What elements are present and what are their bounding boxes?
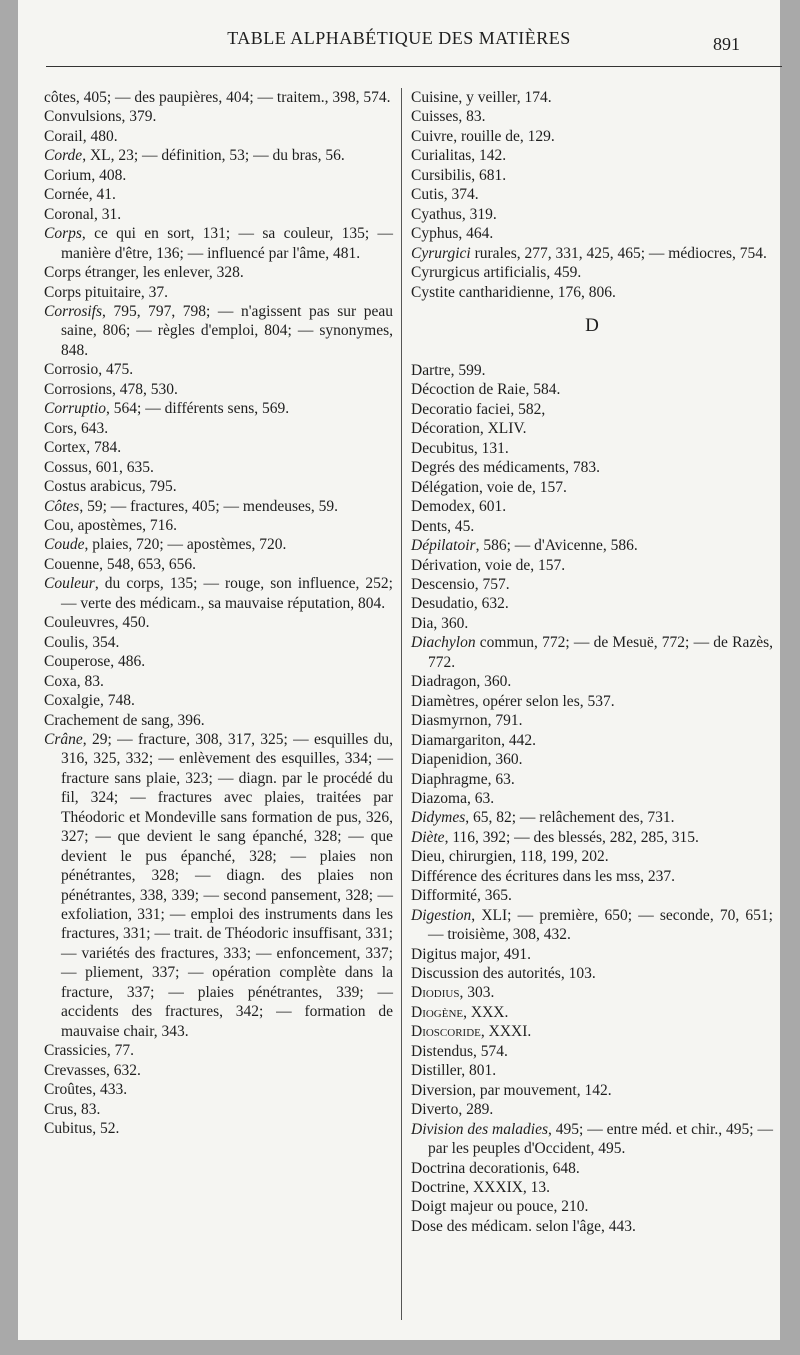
entry-term: Dieu <box>411 848 442 866</box>
entry-term: Cyrurgici <box>411 244 471 262</box>
entry-term: Corruptio <box>44 400 107 418</box>
index-entry <box>44 146 393 165</box>
entry-references: , 801. <box>461 1062 497 1080</box>
index-entry <box>44 672 393 691</box>
index-entry <box>411 672 773 691</box>
index-entry <box>411 1159 773 1178</box>
index-entry <box>44 516 393 535</box>
entry-references: , 795. <box>141 478 177 496</box>
entry-references: , 464. <box>458 225 494 243</box>
index-entry <box>411 107 773 126</box>
index-entry <box>44 555 393 574</box>
entry-term: Diapenidion <box>411 751 488 769</box>
right-column-bottom <box>411 361 773 1236</box>
entry-references: , XLI; — première, 650; — seconde, 70, 651; — troisième, 308, 432. <box>428 906 773 944</box>
entry-references: , 63. <box>466 789 495 807</box>
entry-term: Cuisine <box>411 89 459 106</box>
entry-references: , 574. <box>473 1042 508 1060</box>
index-entry <box>411 1022 773 1041</box>
entry-term: Cyathus <box>411 205 462 223</box>
entry-term: Digestion <box>411 906 472 924</box>
index-entry <box>411 1197 773 1216</box>
entry-references: , 450. <box>114 614 150 632</box>
entry-references: , 360. <box>433 614 469 632</box>
index-entry <box>411 614 773 633</box>
entry-term: Différence des écritures dans les mss <box>411 867 641 885</box>
column-divider <box>401 88 402 1320</box>
entry-term: Diadragon <box>411 673 477 691</box>
entry-references: , 303. <box>459 984 495 1002</box>
index-entry <box>411 205 773 224</box>
entry-term: Délégation <box>411 478 480 496</box>
index-entry <box>411 789 773 808</box>
entry-term: Coxa <box>44 672 77 690</box>
entry-references: , 599. <box>450 361 486 379</box>
index-entry <box>44 127 393 146</box>
index-entry <box>44 1041 393 1060</box>
entry-references: , 29; — fracture, 308, 317, 325; — esquilles du, 316, 325, 332; — enlèvement des esquilles, 334; — fracture sans plaie, 323; — diagn. par le procédé du fil, 324; — fractures avec plaies, traitées par Théodoric et Mondeville sans formation de pus, 326, 327; — que devient le sang épanché, 328; — que devient le pus épanché, 328; — plaies non pénétrantes, 328; — diagn. des plaies non pénétrantes, 338, 339; — second pansement, 328; — exfoliation, 331; — emploi des instruments dans les fractures, 331; — trait. de Théodoric insuffisant, 331; — variétés des fractures, 333; — enfoncement, 337; — pliement, 337; — opération complète dans la fracture, 337; — plaies pénétrantes, 339; — accidents des fractures, 342; — formation de mauvaise chair, 343. <box>61 730 393 1040</box>
entry-references: , du corps, 135; — rouge, son influence, 252; — verte des médicam., sa mauvaise réputation, 804. <box>61 575 393 612</box>
entry-references: , 37. <box>140 283 168 301</box>
index-entry <box>411 964 773 983</box>
entry-references: , 433. <box>92 1081 128 1099</box>
entry-term: Doigt majeur ou pouce <box>411 1198 554 1216</box>
index-entry <box>411 906 773 945</box>
entry-references: , 442. <box>501 731 536 749</box>
entry-term: Coulis <box>44 633 85 651</box>
entry-term: Cou <box>44 516 70 534</box>
index-entry <box>411 497 773 516</box>
index-entry <box>44 224 393 263</box>
entry-term: Coude <box>44 536 85 554</box>
entry-term: Difformité <box>411 887 478 905</box>
entry-references: , 45. <box>447 517 475 535</box>
index-entry <box>411 886 773 905</box>
entry-references: , 360. <box>487 751 523 769</box>
entry-references: , 643. <box>73 419 109 437</box>
index-entry <box>411 633 773 672</box>
entry-term: Dents <box>411 517 448 535</box>
index-entry <box>44 263 393 282</box>
entry-term: Croûtes <box>44 1081 93 1099</box>
entry-references: , 319. <box>461 205 497 223</box>
entry-references: , 548, 653, 656. <box>99 555 196 573</box>
entry-references: , plaies, 720; — apostèmes, 720. <box>84 536 287 554</box>
entry-references: , 582, <box>510 400 546 418</box>
index-entry <box>411 400 773 419</box>
entry-references: , 131. <box>473 439 509 457</box>
entry-references: , 586; — d'Avicenne, 586. <box>475 537 638 555</box>
entry-references: , 459. <box>546 264 582 282</box>
entry-references: , XXX. <box>463 1003 509 1021</box>
index-entry <box>411 1081 773 1100</box>
entry-term: Décoction de Raie <box>411 381 526 399</box>
page-number: 891 <box>713 34 740 54</box>
entry-term: Cystite cantharidienne <box>411 283 551 301</box>
entry-term: Cornée <box>44 186 89 204</box>
entry-term: Diète <box>411 828 445 846</box>
index-entry <box>411 263 773 282</box>
index-entry <box>44 633 393 652</box>
entry-term: Diachylon <box>411 634 476 652</box>
index-entry <box>411 88 773 107</box>
index-entry <box>44 458 393 477</box>
entry-term: Dérivation <box>411 556 478 574</box>
entry-references: , 795, 797, 798; — n'agissent pas sur peau saine, 806; — règles d'emploi, 804; — synonymes, 848. <box>61 302 393 359</box>
entry-references: , 491. <box>496 945 531 963</box>
entry-references: , 31. <box>93 205 122 223</box>
entry-term: Décoration <box>411 420 480 438</box>
entry-term: Dia <box>411 614 434 632</box>
index-entry <box>411 1061 773 1080</box>
index-entry <box>411 517 773 536</box>
entry-references: , 83. <box>73 1100 101 1118</box>
index-entry <box>411 692 773 711</box>
entry-term: Costus arabicus <box>44 478 142 496</box>
index-entry <box>44 185 393 204</box>
index-entry <box>44 166 393 185</box>
entry-references: , 584. <box>525 381 561 399</box>
index-entry <box>411 185 773 204</box>
index-entry <box>411 283 773 302</box>
entry-references: , 77. <box>106 1042 134 1060</box>
entry-term: Cursibilis <box>411 166 472 184</box>
entry-term: Diamargariton <box>411 731 502 749</box>
entry-term: Crassicies <box>44 1042 107 1060</box>
entry-references: , 83. <box>76 672 104 690</box>
entry-references: , 632. <box>106 1061 141 1079</box>
index-entry <box>411 166 773 185</box>
entry-references: , rouille de, 129. <box>453 127 555 145</box>
entry-references: , XXXI. <box>480 1023 532 1041</box>
entry-term: Corde <box>44 147 83 165</box>
entry-references: , 648. <box>544 1159 580 1177</box>
entry-references: , 632. <box>473 595 509 613</box>
entry-references: , 601, 635. <box>87 458 154 476</box>
index-entry <box>44 652 393 671</box>
index-entry <box>44 205 393 224</box>
index-entry <box>411 983 773 1002</box>
entry-references: , 237. <box>640 867 675 885</box>
entry-references: , 65, 82; — relâchement des, 731. <box>465 809 675 827</box>
entry-references: , 495; — entre méd. et chir., 495; — par les peuples d'Occident, 495. <box>428 1120 773 1158</box>
entry-term: Didymes <box>411 809 466 827</box>
entry-term: Corrosions <box>44 380 113 398</box>
entry-term: Diverto <box>411 1101 459 1119</box>
entry-term: Coronal <box>44 205 94 223</box>
entry-references: , 365. <box>477 887 512 905</box>
entry-term: Dépilatoir <box>411 537 476 555</box>
index-entry <box>411 458 773 477</box>
entry-references: , 52. <box>92 1120 120 1138</box>
index-entry <box>411 808 773 827</box>
entry-references: , 791. <box>487 712 523 730</box>
entry-term: Digitus major <box>411 945 497 963</box>
entry-term: Diversion <box>411 1081 473 1099</box>
entry-term: Division des maladies <box>411 1120 548 1138</box>
index-entry <box>44 380 393 399</box>
entry-term: Coxalgie <box>44 692 100 710</box>
entry-term: Corrosifs <box>44 302 103 320</box>
entry-references: , ce qui en sort, 131; — sa couleur, 135; — manière d'être, 136; — influencé par l'âme, 481. <box>61 225 393 262</box>
index-entry <box>411 575 773 594</box>
entry-term: Cortex <box>44 439 87 457</box>
right-column-top <box>411 88 773 302</box>
entry-term: Diodius <box>411 984 460 1002</box>
entry-references: , 289. <box>458 1101 494 1119</box>
index-entry <box>411 127 773 146</box>
index-entry <box>411 1100 773 1119</box>
index-entry <box>44 730 393 1041</box>
entry-references: , 360. <box>476 673 512 691</box>
page-header <box>18 28 780 58</box>
entry-term: Corail <box>44 127 83 145</box>
index-entry <box>411 439 773 458</box>
index-entry <box>44 711 393 730</box>
index-entry <box>44 574 393 613</box>
index-entry <box>44 419 393 438</box>
entry-term: Dioscoride <box>411 1023 481 1041</box>
entry-references: , 354. <box>84 633 120 651</box>
entry-references: , 83. <box>458 108 486 126</box>
entry-references: , 783. <box>565 459 600 477</box>
running-title: TABLE ALPHABÉTIQUE DES MATIÈRES <box>227 28 571 48</box>
entry-term: Cuivre <box>411 127 454 145</box>
entry-references: , 41. <box>88 186 116 204</box>
entry-references: , 757. <box>474 575 510 593</box>
entry-term: Crevasses <box>44 1061 106 1079</box>
entry-term: Cubitus <box>44 1120 93 1138</box>
section-letter: D <box>585 314 599 336</box>
index-entry <box>44 1100 393 1119</box>
entry-term: Couenne <box>44 555 100 573</box>
entry-references: , 784. <box>86 439 122 457</box>
index-entry <box>411 419 773 438</box>
index-entry <box>411 146 773 165</box>
index-entry <box>44 497 393 516</box>
index-entry <box>411 1178 773 1197</box>
entry-term: Cyrurgicus artificialis <box>411 264 547 282</box>
entry-term: Couleuvres <box>44 614 115 632</box>
index-entry <box>411 1120 773 1159</box>
entry-term: Crâne <box>44 730 83 748</box>
entry-term: Diamètres <box>411 692 475 710</box>
entry-references: , 480. <box>82 127 118 145</box>
index-entry <box>411 244 773 263</box>
header-rule <box>46 66 782 67</box>
entry-references: , 486. <box>110 653 146 671</box>
entry-term: Couperose <box>44 653 111 671</box>
entry-term: Corps <box>44 225 82 243</box>
entry-term: Discussion des autorités <box>411 965 561 983</box>
index-entry <box>44 1119 393 1138</box>
entry-term: Dartre <box>411 361 451 379</box>
index-entry <box>44 107 393 126</box>
index-entry <box>44 399 393 418</box>
index-entry <box>44 535 393 554</box>
index-entry <box>411 731 773 750</box>
entry-references: , 176, 806. <box>550 283 616 301</box>
entry-term: Côtes <box>44 497 80 515</box>
entry-term: Cors <box>44 419 74 437</box>
entry-references: , XL, 23; — définition, 53; — du bras, 56. <box>82 147 345 165</box>
entry-term: Diaphragme <box>411 770 488 788</box>
index-entry <box>411 847 773 866</box>
entry-references: , voie de, 157. <box>479 478 567 496</box>
entry-term: Descensio <box>411 575 475 593</box>
entry-term: Cuisses <box>411 108 459 126</box>
left-column <box>44 88 393 1138</box>
entry-term: Diasmyrnon <box>411 712 488 730</box>
index-entry <box>411 1042 773 1061</box>
entry-references: , 475. <box>98 361 134 379</box>
entry-term: Couleur <box>44 575 95 593</box>
index-entry <box>44 477 393 496</box>
entry-term: Cyphus <box>411 225 459 243</box>
entry-references: , apostèmes, 716. <box>69 516 178 534</box>
entry-references: , voie de, 157. <box>477 556 566 574</box>
index-entry <box>411 945 773 964</box>
entry-references: côtes, 405; — des paupières, 404; — traitem., 398, 574. <box>44 89 391 106</box>
entry-term: Dose des médicam. selon l'âge <box>411 1217 602 1235</box>
index-entry <box>44 302 393 360</box>
index-entry <box>44 691 393 710</box>
entry-term: Distiller <box>411 1062 462 1080</box>
entry-references: , 210. <box>553 1198 589 1216</box>
right-column <box>411 88 773 1236</box>
entry-references: commun, 772; — de Mesuë, 772; — de Razès, 772. <box>428 634 773 671</box>
index-entry <box>44 1061 393 1080</box>
entry-term: Convulsions <box>44 108 122 126</box>
entry-references: , 379. <box>121 108 157 126</box>
entry-term: Degrés des médicaments <box>411 459 566 477</box>
entry-references: , par mouvement, 142. <box>472 1081 612 1099</box>
entry-term: Corrosio <box>44 361 99 379</box>
index-entry <box>411 594 773 613</box>
entry-references: rurales, 277, 331, 425, 465; — médiocres, 754. <box>470 244 767 262</box>
entry-term: Decubitus <box>411 439 474 457</box>
entry-term: Corium <box>44 166 92 184</box>
entry-term: Corps étranger <box>44 264 136 282</box>
index-entry <box>44 1080 393 1099</box>
index-page <box>18 0 780 1340</box>
entry-term: Decoratio faciei <box>411 400 511 418</box>
entry-references: , chirurgien, 118, 199, 202. <box>441 848 609 866</box>
entry-references: , 564; — différents sens, 569. <box>106 400 290 418</box>
index-entry <box>411 1003 773 1022</box>
index-entry <box>411 750 773 769</box>
entry-term: Distendus <box>411 1042 473 1060</box>
entry-references: , XLIV. <box>479 420 527 438</box>
index-entry <box>44 88 393 107</box>
entry-references: , 601. <box>471 498 507 516</box>
index-entry <box>411 828 773 847</box>
entry-term: Doctrina decorationis <box>411 1159 545 1177</box>
entry-term: Curialitas <box>411 147 472 165</box>
entry-term: Cossus <box>44 458 88 476</box>
entry-term: Doctrine <box>411 1179 466 1197</box>
entry-references: , 748. <box>99 692 135 710</box>
entry-references: , 116, 392; — des blessés, 282, 285, 315. <box>444 828 699 846</box>
entry-references: , 103. <box>560 965 596 983</box>
entry-references: , 478, 530. <box>112 380 178 398</box>
index-entry <box>411 556 773 575</box>
index-entry <box>411 478 773 497</box>
index-entry <box>411 536 773 555</box>
index-entry <box>411 770 773 789</box>
index-entry <box>411 867 773 886</box>
entry-term: Demodex <box>411 498 472 516</box>
index-entry <box>411 224 773 243</box>
entry-term: Diogène <box>411 1003 464 1021</box>
index-entry <box>44 360 393 379</box>
entry-references: , y veiller, 174. <box>458 89 552 106</box>
entry-term: Crachement de sang <box>44 711 170 729</box>
entry-references: , opérer selon les, 537. <box>474 692 615 710</box>
entry-references: , les enlever, 328. <box>135 264 244 282</box>
index-entry <box>411 1217 773 1236</box>
index-entry <box>411 361 773 380</box>
entry-term: Diazoma <box>411 789 467 807</box>
entry-references: , 408. <box>91 166 127 184</box>
entry-references: , XXXIX, 13. <box>465 1179 551 1197</box>
entry-term: Corps pituitaire <box>44 283 141 301</box>
entry-references: , 443. <box>601 1217 636 1235</box>
entry-term: Cutis <box>411 186 444 204</box>
entry-references: , 142. <box>471 147 507 165</box>
index-entry <box>411 711 773 730</box>
entry-references: , 374. <box>443 186 479 204</box>
entry-references: , 396. <box>169 711 205 729</box>
index-entry <box>44 283 393 302</box>
entry-term: Crus <box>44 1100 74 1118</box>
index-entry <box>411 380 773 399</box>
entry-term: Desudatio <box>411 595 474 613</box>
entry-references: , 59; — fractures, 405; — mendeuses, 59. <box>79 497 339 515</box>
entry-references: , 63. <box>487 770 515 788</box>
index-entry <box>44 438 393 457</box>
index-entry <box>44 613 393 632</box>
entry-references: , 681. <box>471 166 507 184</box>
